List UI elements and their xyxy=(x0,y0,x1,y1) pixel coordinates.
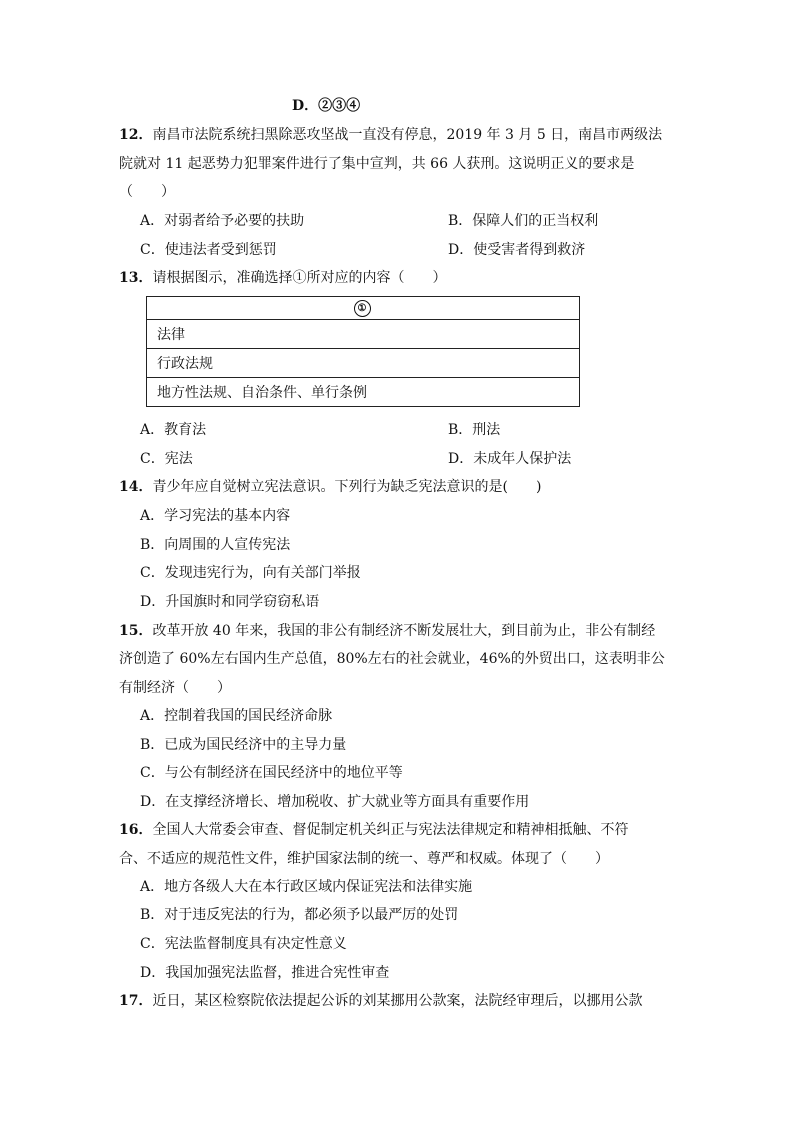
q12-option-b: B．保障人们的正当权利 xyxy=(448,213,599,229)
q14-option-a: A．学习宪法的基本内容 xyxy=(140,508,291,524)
question-text: 请根据图示，准确选择①所对应的内容（ ） xyxy=(152,270,447,286)
q15-option-b: B．已成为国民经济中的主导力量 xyxy=(140,737,347,753)
q16-option-c: C．宪法监督制度具有决定性意义 xyxy=(140,936,347,952)
q14-option-b: B．向周围的人宣传宪法 xyxy=(140,537,291,553)
question-14 xyxy=(119,478,541,496)
question-text: 南昌市法院系统扫黑除恶攻坚战一直没有停息，2019 年 3 月 5 日，南昌市两级法 xyxy=(152,127,663,143)
q15-option-c: C．与公有制经济在国民经济中的地位平等 xyxy=(140,765,403,781)
question-12-line2: 院就对 11 起恶势力犯罪案件进行了集中宣判，共 66 人获刑。这说明正义的要求是 xyxy=(119,156,635,172)
question-12-line3: （ ） xyxy=(119,184,175,200)
q12-option-c: C．使违法者受到惩罚 xyxy=(140,242,277,258)
question-text: 全国人大常委会审查、督促制定机关纠正与宪法法律规定和精神相抵触、不符 xyxy=(152,822,629,838)
question-number: 17． xyxy=(119,993,153,1009)
law-hierarchy-table xyxy=(146,296,580,407)
q13-option-c: C．宪法 xyxy=(140,451,193,467)
q11-option-d: D．②③④ xyxy=(292,98,361,114)
question-17-line1 xyxy=(119,992,642,1010)
question-number: 16． xyxy=(119,822,153,838)
table-row: 行政法规 xyxy=(147,349,580,378)
question-15-line1 xyxy=(119,622,655,640)
q16-option-b: B．对于违反宪法的行为，都必须予以最严厉的处罚 xyxy=(140,907,459,923)
question-12-line1 xyxy=(119,126,662,144)
q15-option-a: A．控制着我国的国民经济命脉 xyxy=(140,708,333,724)
q16-option-d: D．我国加强宪法监督，推进合宪性审查 xyxy=(140,965,390,981)
table-header-label: ① xyxy=(354,300,371,317)
question-13 xyxy=(119,269,446,287)
q14-option-d: D．升国旗时和同学窃窃私语 xyxy=(140,594,320,610)
table-header xyxy=(147,297,580,320)
q14-option-c: C．发现违宪行为，向有关部门举报 xyxy=(140,565,361,581)
q16-option-a: A．地方各级人大在本行政区域内保证宪法和法律实施 xyxy=(140,879,473,895)
question-16-line1 xyxy=(119,821,628,839)
question-number: 14． xyxy=(119,479,153,495)
question-16-line2: 合、不适应的规范性文件，维护国家法制的统一、尊严和权威。体现了（ ） xyxy=(119,851,609,867)
q12-option-d: D．使受害者得到救济 xyxy=(448,242,586,258)
question-number: 12． xyxy=(119,127,153,143)
q13-option-d: D．未成年人保护法 xyxy=(448,451,572,467)
question-15-line2: 济创造了 60%左右国内生产总值，80%左右的社会就业，46%的外贸出口，这表明非公 xyxy=(119,651,665,667)
question-number: 15． xyxy=(119,623,153,639)
question-text: 近日，某区检察院依法提起公诉的刘某挪用公款案，法院经审理后，以挪用公款 xyxy=(152,993,643,1009)
question-number: 13． xyxy=(119,270,153,286)
question-text: 改革开放 40 年来，我国的非公有制经济不断发展壮大，到目前为止，非公有制经 xyxy=(152,623,656,639)
question-text: 青少年应自觉树立宪法意识。下列行为缺乏宪法意识的是( ) xyxy=(152,479,542,495)
q12-option-a: A．对弱者给予必要的扶助 xyxy=(140,213,305,229)
q15-option-d: D．在支撑经济增长、增加税收、扩大就业等方面具有重要作用 xyxy=(140,794,530,810)
q13-option-a: A．教育法 xyxy=(140,422,207,438)
table-row: 法律 xyxy=(147,320,580,349)
q13-option-b: B．刑法 xyxy=(448,422,501,438)
question-15-line3: 有制经济（ ） xyxy=(119,680,231,696)
table-row: 地方性法规、自治条件、单行条例 xyxy=(147,378,580,407)
